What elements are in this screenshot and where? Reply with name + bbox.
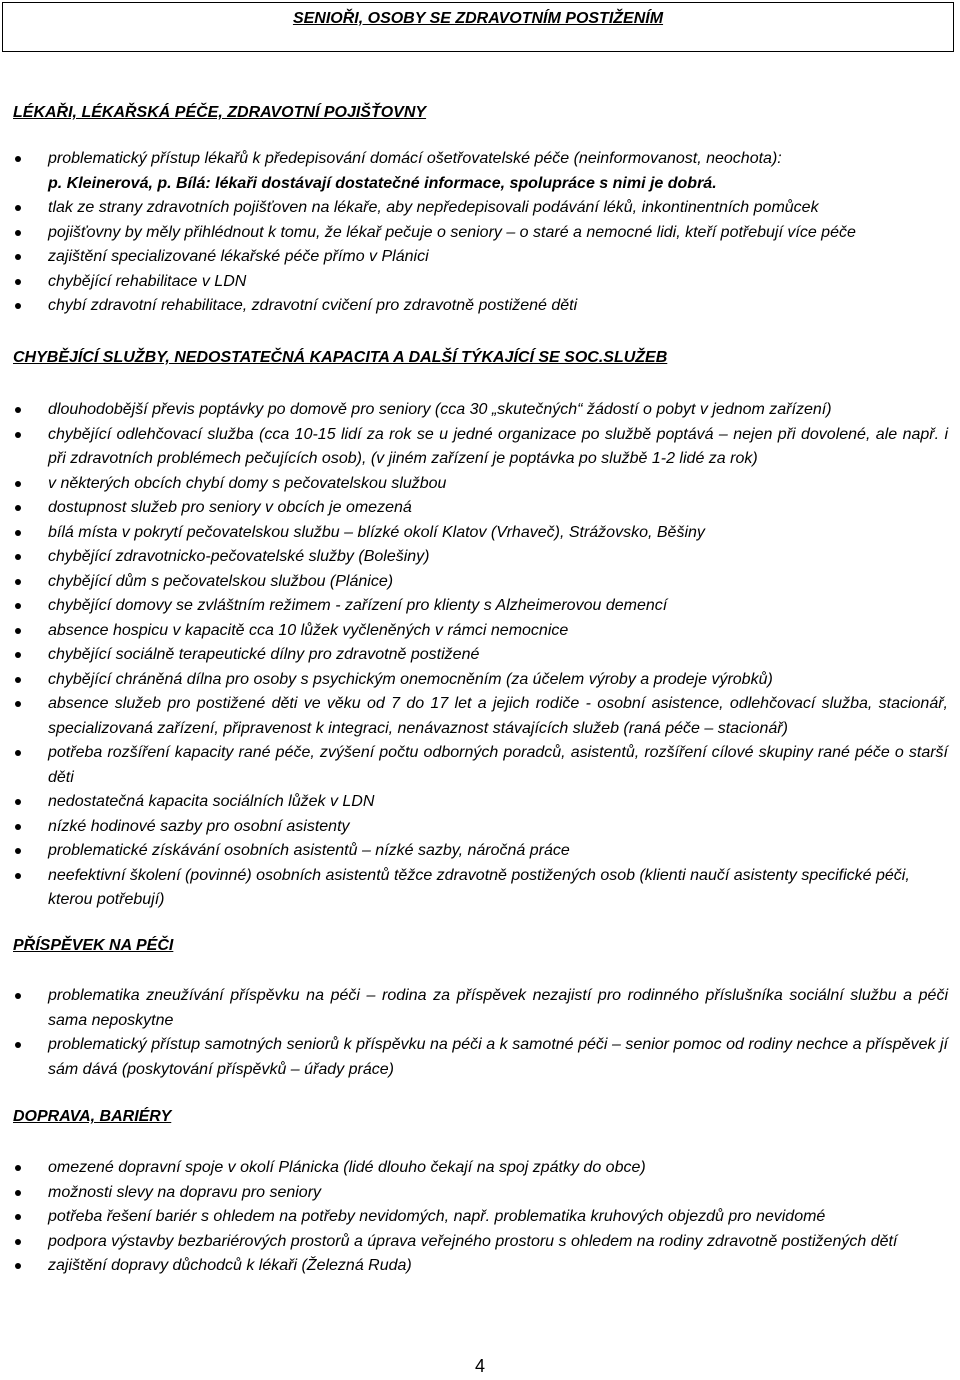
list-item: zajištění specializované lékařské péče přímo v Plánici <box>0 245 948 270</box>
list-item: pojišťovny by měly přihlédnout k tomu, že lékař pečuje o seniory – o staré a nemocné lidi, kteří potřebují více péče <box>0 221 948 246</box>
list-item: v některých obcích chybí domy s pečovatelskou službou <box>0 472 948 497</box>
list-item: chybějící dům s pečovatelskou službou (Plánice) <box>0 570 948 595</box>
section-list-transport <box>0 1156 960 1279</box>
section-list-services <box>0 398 960 913</box>
list-item: tlak ze strany zdravotních pojišťoven na lékaře, aby nepředepisovali podávání léků, inkontinentních pomůcek <box>0 196 948 221</box>
list-item: zajištění dopravy důchodců k lékaři (Železná Ruda) <box>0 1254 948 1279</box>
list-item: dlouhodobější převis poptávky po domově pro seniory (cca 30 „skutečných“ žádostí o pobyt v jednom zařízení) <box>0 398 948 423</box>
list-item: nízké hodinové sazby pro osobní asistenty <box>0 815 948 840</box>
list-item: chybějící domovy se zvláštním režimem - zařízení pro klienty s Alzheimerovou demencí <box>0 594 948 619</box>
list-item: absence služeb pro postižené děti ve věku od 7 do 17 let a jejich rodiče - osobní asistence, odlehčovací služba, stacionář, specializovaná zařízení, připravenost k integraci, nenávaznost stávajících služeb (raná péče – stacionář) <box>0 692 948 741</box>
list-item: neefektivní školení (povinné) osobních asistentů těžce zdravotně postižených osob (klienti naučí asistenty specifické péči, kterou potřebují) <box>0 864 948 913</box>
list-item: dostupnost služeb pro seniory v obcích je omezená <box>0 496 948 521</box>
list-item: potřeba rozšíření kapacity rané péče, zvýšení počtu odborných poradců, asistentů, rozšíření cílové skupiny rané péče o starší děti <box>0 741 948 790</box>
list-item: chybějící sociálně terapeutické dílny pro zdravotně postižené <box>0 643 948 668</box>
list-item: podpora výstavby bezbariérových prostorů a úprava veřejného prostoru s ohledem na rodiny zdravotně postižených dětí <box>0 1230 948 1255</box>
section-heading-doctors: LÉKAŘI, LÉKAŘSKÁ PÉČE, ZDRAVOTNÍ POJIŠŤOVNY <box>13 104 427 121</box>
section-heading-services: CHYBĚJÍCÍ SLUŽBY, NEDOSTATEČNÁ KAPACITA A DALŠÍ TÝKAJÍCÍ SE SOC.SLUŽEB <box>13 349 668 366</box>
section-heading-care-allowance: PŘÍSPĚVEK NA PÉČI <box>13 937 174 954</box>
list-item: chybějící chráněná dílna pro osoby s psychickým onemocněním (za účelem výroby a prodeje výrobků) <box>0 668 948 693</box>
section-list-doctors <box>0 147 960 319</box>
section-heading-transport: DOPRAVA, BARIÉRY <box>13 1108 172 1125</box>
list-item: problematický přístup samotných seniorů k příspěvku na péči a k samotné péči – senior pomoc od rodiny nechce a příspěvek jí sám dává (poskytování příspěvků – úřady práce) <box>0 1033 948 1082</box>
page-number: 4 <box>474 1356 485 1376</box>
list-item: bílá místa v pokrytí pečovatelskou službu – blízké okolí Klatov (Vrhaveč), Strážovsko, Běšiny <box>0 521 948 546</box>
page-title: SENIOŘI, OSOBY SE ZDRAVOTNÍM POSTIŽENÍM <box>2 2 954 52</box>
list-item: chybí zdravotní rehabilitace, zdravotní cvičení pro zdravotně postižené děti <box>0 294 948 319</box>
list-item: nedostatečná kapacita sociálních lůžek v LDN <box>0 790 948 815</box>
list-item: omezené dopravní spoje v okolí Plánicka (lidé dlouho čekají na spoj zpátky do obce) <box>0 1156 948 1181</box>
list-item: problematika zneužívání příspěvku na péči – rodina za příspěvek nezajistí pro rodinného příslušníka sociální službu a péči sama neposkytne <box>0 984 948 1033</box>
list-item <box>0 147 948 196</box>
list-item: možnosti slevy na dopravu pro seniory <box>0 1181 948 1206</box>
list-item: problematické získávání osobních asistentů – nízké sazby, náročná práce <box>0 839 948 864</box>
list-item: absence hospicu v kapacitě cca 10 lůžek vyčleněných v rámci nemocnice <box>0 619 948 644</box>
section-list-care-allowance <box>0 984 960 1082</box>
list-item: chybějící zdravotnicko-pečovatelské služby (Bolešiny) <box>0 545 948 570</box>
list-item-text: problematický přístup lékařů k předepisování domácí ošetřovatelské péče (neinformovanost, neochota): <box>48 150 782 167</box>
list-item: chybějící odlehčovací služba (cca 10-15 lidí za rok se u jedné organizace po službě poptává – nejen při dovolené, ale např. i při zdravotních problémech pečujících osob), (v jiném zařízení je poptávka po službě 1-2 lidé za rok) <box>0 423 948 472</box>
list-item: potřeba řešení bariér s ohledem na potřeby nevidomých, např. problematika kruhových objezdů pro nevidomé <box>0 1205 948 1230</box>
list-item: chybějící rehabilitace v LDN <box>0 270 948 295</box>
list-item-note: p. Kleinerová, p. Bílá: lékaři dostávají dostatečné informace, spolupráce s nimi je dobrá. <box>48 174 717 192</box>
